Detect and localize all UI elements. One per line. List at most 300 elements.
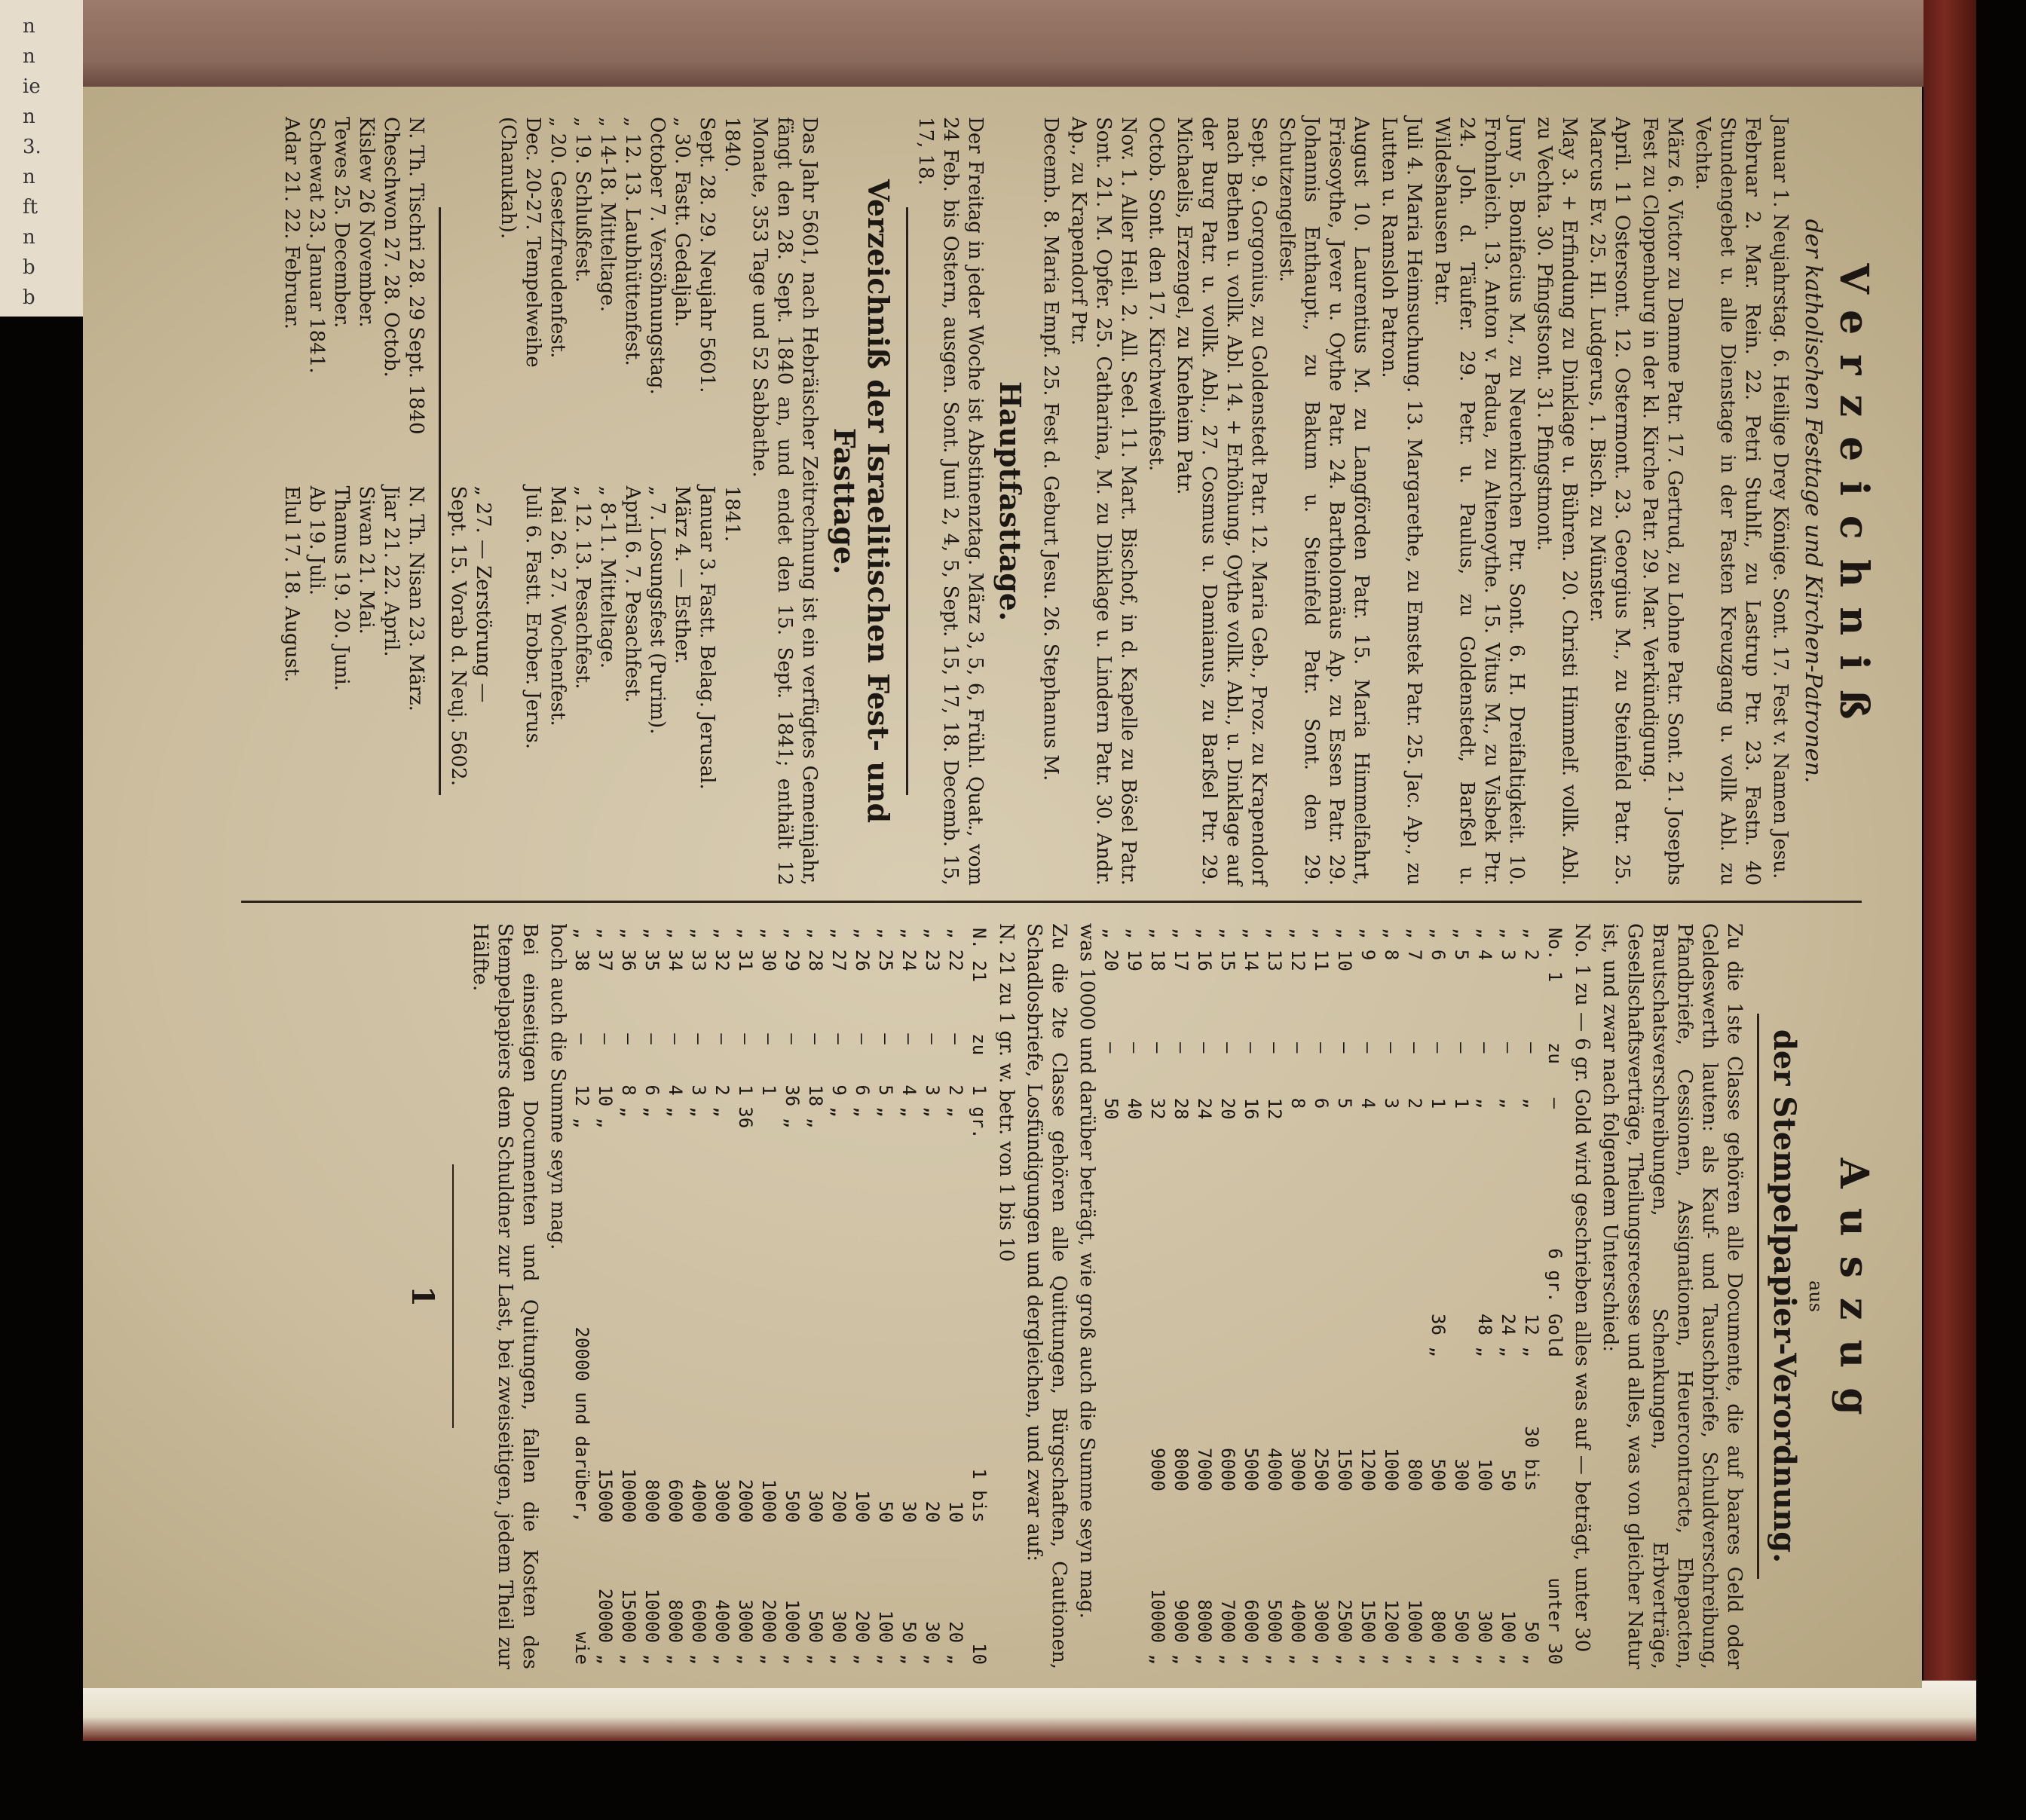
rate-cell: 200 — [828, 1490, 849, 1523]
rate-cell: 1200 — [1357, 1448, 1379, 1491]
class2-head: N. 21 zu 1 gr. w. betr. von 1 bis 10 — [995, 923, 1018, 1262]
rate-cell: 36 „ — [1428, 1314, 1449, 1357]
class2-tail: hoch auch die Summe seyn mag. — [546, 923, 569, 1250]
jewish-date-1841: „ 7. Losungsfest (Purim). — [646, 485, 669, 735]
rate-cell: 4 — [1357, 1097, 1379, 1109]
rate-cell: 100 „ — [875, 1610, 896, 1665]
rate-cell: 2000 „ — [758, 1599, 779, 1665]
rate-cell: 1000 „ — [1404, 1599, 1425, 1665]
jewish-date-row — [545, 117, 570, 886]
jewish-dates — [445, 117, 744, 886]
jewish-date-row — [694, 117, 719, 886]
jewish-date-row — [595, 117, 620, 886]
jewish-intro: Das Jahr 5601, nach Hebräischer Zeitrechnung ist ein verfügtes Gemeinjahr, fängt den 28. Sept. 1840 an, und endet den 15. Sept. 1841; enthält 12 Monate, 353 Tage und 52 Sabbathe. — [748, 117, 821, 886]
rate-row — [1239, 923, 1262, 1669]
rate-cell: — — [618, 1033, 639, 1045]
rate-row — [1122, 923, 1146, 1669]
rate-cell: 1 36 — [735, 1084, 756, 1129]
rate-cell: „ 7 — [1404, 928, 1425, 961]
rate-cell: 50 — [875, 1500, 896, 1523]
jewish-date-row — [470, 117, 495, 886]
rate-cell: „ 20 — [1100, 928, 1122, 971]
rate-cell: — — [665, 1033, 686, 1045]
stempel-title: Auszug — [1831, 1158, 1877, 1435]
jewish-date-1840: Sept. 28. 29. Neujahr 5601. — [696, 117, 718, 393]
jewish-month-row — [403, 117, 428, 886]
rate-cell: „ 31 — [735, 928, 756, 971]
rate-cell: 300 — [805, 1490, 826, 1523]
rate-row — [1169, 923, 1192, 1669]
jewish-month-right: Thamus 19. 20. Juni. — [330, 485, 353, 691]
rate-cell: „ 14 — [1241, 928, 1262, 971]
jewish-date-1841: März 4. — Esther. — [671, 485, 693, 665]
section-rule — [439, 207, 441, 795]
jewish-month-right: N. Th. Nisan 23. März. — [405, 485, 427, 711]
rate-row — [1449, 923, 1473, 1669]
jewish-date-row — [620, 117, 644, 886]
rate-cell: „ 26 — [852, 928, 873, 971]
rate-cell: 3 „ — [922, 1084, 943, 1118]
rate-row — [827, 923, 850, 1669]
rate-row — [1309, 923, 1333, 1669]
rate-cell: „ 37 — [595, 928, 616, 971]
section-rule — [1757, 1014, 1759, 1579]
rate-cell: 50 — [1498, 1469, 1519, 1491]
rate-row — [944, 923, 967, 1669]
rate-cell: 30 „ — [922, 1621, 943, 1665]
rate-cell: 300 „ — [1474, 1610, 1495, 1665]
rate-cell: 6 „ — [641, 1084, 663, 1118]
jewish-month-right: Jiar 21. 22. April. — [380, 485, 402, 657]
rate-cell: — — [1381, 1042, 1402, 1054]
rate-cell: „ 35 — [641, 928, 663, 971]
rate-row — [710, 923, 733, 1669]
jewish-month-row — [304, 117, 329, 886]
rate-cell: wie — [571, 1632, 592, 1665]
stempel-note: Bei einseitigen Documenten und Quitungen, fallen die Kosten des Stempelpapiers dem Schuldner zur Last, bei zweiseitigen, jedem Theil zur Hälfte. — [469, 923, 541, 1669]
rate-cell: — — [852, 1033, 873, 1045]
rate-cell: 1 — [1428, 1097, 1449, 1109]
rate-cell: 4 „ — [665, 1084, 686, 1118]
rate-cell: 4 „ — [898, 1084, 920, 1118]
rate-cell — [1216, 1149, 1239, 1362]
rate-cell — [1192, 1149, 1216, 1362]
festtage-paragraph: August 10. Laurentius M. zu Langförden Patr. 15. Maria Himmelfahrt, Friesoythe, Jever u. Oythe Patr. 24. Bartholomäus Ap. zu Essen Patr. 29. Johannis Enthaupt., zu Bakum u. Steinfeld Patr. Sont. den 29. Schutzengelfest. — [1275, 117, 1373, 886]
rate-cell: 30 bis — [1521, 1426, 1542, 1491]
rate-row — [780, 923, 803, 1669]
rate-row — [1262, 923, 1286, 1669]
class1-tail: was 10000 und darüber beträgt, wie groß auch die Summe seyn mag. — [1076, 923, 1098, 1619]
jewish-month-row — [279, 117, 304, 886]
rate-cell: 7000 „ — [1217, 1599, 1238, 1665]
rate-cell: 20 — [922, 1500, 943, 1523]
stempel-column — [375, 923, 1877, 1669]
rate-cell: — — [1217, 1042, 1238, 1054]
festtage-paragraph: Octob. Sont. den 17. Kirchweihfest. — [1145, 117, 1168, 472]
rate-cell: 5000 „ — [1264, 1599, 1285, 1665]
rate-cell: 3000 — [712, 1479, 733, 1523]
festtage-paragraph: Februar 2. Mar. Rein. 22. Petri Stuhlf., zu Lastrup Ptr. 23. Fastn. 40 Stundengebet u. alle Dienstage in der Fasten Kreuzgang u. vollk Abl. zu Vechta. — [1691, 117, 1764, 886]
jewish-date-1841: Juli 6. Fastt. Erober. Jerus. — [522, 485, 544, 750]
jewish-months — [279, 117, 428, 886]
rate-cell: „ 18 — [1147, 928, 1168, 971]
rate-cell: 30 — [898, 1500, 920, 1523]
rate-cell: 8 — [1287, 1097, 1308, 1109]
rate-cell: „ 32 — [712, 928, 733, 971]
jewish-month-left: N. Th. Tischri 28. 29 Sept. 1840 — [405, 117, 427, 435]
footer-rule — [452, 1164, 454, 1428]
rate-cell: „ 19 — [1124, 928, 1145, 971]
rate-cell: 20000 „ — [595, 1588, 616, 1665]
rate-cell: — — [898, 1033, 920, 1045]
rate-cell: 2 „ — [945, 1084, 966, 1118]
rate-row — [1333, 923, 1356, 1669]
rate-cell: „ 23 — [922, 928, 943, 971]
rate-cell: 10 — [969, 1643, 990, 1665]
rate-cell: „ — [1498, 1097, 1519, 1109]
rate-cell — [1122, 1362, 1146, 1496]
jewish-date-row — [719, 117, 744, 886]
class1-head: No. 1 zu — 6 gr. Gold wird geschrieben alles was auf — beträgt, unter 30 — [1571, 923, 1593, 1653]
rate-cell: 6 — [1311, 1097, 1332, 1109]
rate-cell: 36 „ — [782, 1084, 803, 1129]
class2-table — [570, 923, 990, 1669]
rate-cell: 48 „ — [1474, 1314, 1495, 1357]
rate-cell: — — [1287, 1042, 1308, 1054]
rate-cell: 6 „ — [852, 1084, 873, 1118]
previous-page-edge — [0, 0, 83, 317]
rate-row — [593, 923, 617, 1669]
rate-cell — [1379, 1149, 1403, 1362]
previous-page-letter: n — [23, 15, 35, 38]
rate-cell: „ 13 — [1264, 928, 1285, 971]
rate-cell: — — [1521, 1042, 1542, 1054]
rate-cell: 100 „ — [1498, 1610, 1519, 1665]
jewish-title: Verzeichniß der Israelitischen Fest- und Fasttage. — [828, 179, 895, 824]
previous-page-letter: ft — [23, 196, 38, 219]
rate-row — [803, 923, 827, 1669]
rate-row — [1216, 923, 1239, 1669]
rate-cell — [1449, 1149, 1473, 1362]
rate-cell: „ 27 — [828, 928, 849, 971]
rate-cell: 1000 — [1381, 1448, 1402, 1491]
jewish-month-left: Adar 21. 22. Februar. — [280, 117, 303, 330]
rate-cell — [1122, 1149, 1146, 1362]
rate-cell: 2500 — [1311, 1448, 1332, 1491]
jewish-date-row — [644, 117, 669, 886]
jewish-date-row — [495, 117, 545, 886]
rate-row — [1099, 923, 1122, 1669]
rate-cell — [1099, 1496, 1122, 1669]
rate-cell: — — [828, 1033, 849, 1045]
festtage-paragraph: Januar 1. Neujahrstag. 6. Heilige Drey Könige. Sont. 17. Fest v. Namen Jesu. — [1769, 117, 1792, 879]
rate-cell: 40 — [1124, 1097, 1145, 1120]
rate-cell: 12 „ — [571, 1084, 592, 1129]
rate-cell: 4000 „ — [712, 1599, 733, 1665]
rate-cell: — — [1100, 1042, 1122, 1054]
jewish-date-1840: „ 12. 13. Laubhüttenfest. — [621, 117, 644, 366]
rate-cell: — — [1357, 1042, 1379, 1054]
rate-cell: „ — [1521, 1097, 1542, 1109]
rate-row — [1146, 923, 1169, 1669]
rate-cell: 10 „ — [595, 1084, 616, 1129]
rate-row — [663, 923, 687, 1669]
rate-cell: 1 — [1451, 1097, 1472, 1109]
festtage-paragraph: Nov. 1. Aller Heil. 2. All. Seel. 11. Mart. Bischof, in d. Kapelle zu Bösel Patr. Sont. 21. M. Opfer. 25. Catharina, M. zu Dinklage u. Lindern Patr. 30. Andr. Ap., zu Krapendorf Ptr. — [1067, 117, 1140, 886]
rate-cell: 1500 „ — [1357, 1599, 1379, 1665]
rate-row — [1379, 923, 1403, 1669]
rate-cell: — — [1544, 1097, 1565, 1109]
previous-page-letter: ie — [23, 75, 41, 98]
rate-cell: — — [1334, 1042, 1355, 1054]
rate-cell: 300 „ — [828, 1610, 849, 1665]
rate-cell: 2500 „ — [1334, 1599, 1355, 1665]
rate-cell: zu — [1544, 1042, 1565, 1064]
rate-cell — [1309, 1149, 1333, 1362]
rate-cell: 5 „ — [875, 1084, 896, 1118]
rate-cell: — — [782, 1033, 803, 1045]
rate-row — [1473, 923, 1496, 1669]
jewish-date-1840: October 7. Versöhnungstag. — [646, 117, 669, 395]
jewish-date-1841: April 6. 7. Pesachfest. — [621, 485, 644, 703]
rate-cell: „ 4 — [1474, 928, 1495, 961]
rate-cell: „ — [1474, 1097, 1495, 1109]
almanac-page — [83, 87, 1922, 1688]
rate-cell: 20000 und darüber, — [571, 1326, 592, 1523]
jewish-date-row — [445, 117, 470, 886]
rate-cell: 32 — [1147, 1097, 1168, 1120]
page-number: 1 — [405, 1286, 440, 1307]
rate-cell: 9000 „ — [1171, 1599, 1192, 1665]
rate-row — [1192, 923, 1216, 1669]
jewish-date-row — [570, 117, 595, 886]
rate-cell: 4000 „ — [1287, 1599, 1308, 1665]
rate-cell: 200 „ — [852, 1610, 873, 1665]
fasttage-text: Der Freitag in jeder Woche ist Abstinenztag. März 3, 5, 6, Frühl. Quat., vom 24 Feb. bis Ostern, ausgen. Sont. Juni 2, 4, 5, Sept. 15, 17, 18. Decemb. 15, 17, 18. — [914, 117, 987, 886]
rate-cell: 24 „ — [1498, 1314, 1519, 1357]
jewish-month-row — [378, 117, 403, 886]
rate-cell: — — [758, 1033, 779, 1045]
jewish-date-1841: „ 12. 13. Pesachfest. — [571, 485, 594, 690]
rate-cell: 8000 — [641, 1479, 663, 1523]
rate-cell — [1262, 1149, 1286, 1362]
rate-cell: 2 „ — [712, 1084, 733, 1118]
rate-row — [687, 923, 710, 1669]
rate-cell: „ 22 — [945, 928, 966, 971]
rate-cell: „ 11 — [1311, 928, 1332, 971]
column-divider — [241, 901, 1862, 903]
jewish-date-1840 — [445, 117, 470, 486]
rate-cell: No. 1 — [1544, 928, 1565, 983]
rate-row — [1403, 923, 1426, 1669]
rate-cell: — — [1451, 1042, 1472, 1054]
rate-cell: zu — [969, 1033, 990, 1056]
rate-cell: 8000 „ — [665, 1599, 686, 1665]
rate-cell: 12 „ — [1521, 1314, 1542, 1357]
jewish-month-left: Tewes 25. December. — [330, 117, 353, 329]
rate-cell: — — [875, 1033, 896, 1045]
book-page-stack — [83, 1681, 1976, 1741]
jewish-date-1841: Januar 3. Fastt. Belag. Jerusal. — [696, 485, 718, 790]
rate-cell: 20 — [1217, 1097, 1238, 1120]
rate-row — [640, 923, 663, 1669]
rate-cell: „ 3 — [1498, 928, 1519, 961]
jewish-date-1840: „ 30. Fastt. Gedaljah. — [671, 117, 693, 328]
stempel-subtitle: der Stempelpapier-Verordnung. — [1767, 1029, 1802, 1564]
festtage-paragraph: Decemb. 8. Maria Empf. 25. Fest d. Geburt Jesu. 26. Stephanus M. — [1039, 117, 1062, 782]
rate-row — [897, 923, 920, 1669]
rate-cell: N. 21 — [969, 928, 990, 983]
rate-cell: — — [1241, 1042, 1262, 1054]
rate-cell: „ 6 — [1428, 928, 1449, 961]
rate-cell: „ 2 — [1521, 928, 1542, 961]
rate-cell: 50 „ — [1521, 1621, 1542, 1665]
rate-row — [757, 923, 780, 1669]
rate-cell: 2 — [1404, 1097, 1425, 1109]
previous-page-letter: b — [23, 256, 35, 279]
rate-cell: „ 30 — [758, 928, 779, 971]
rate-cell: „ 10 — [1334, 928, 1355, 971]
jewish-month-right: Elul 17. 18. August. — [280, 485, 303, 683]
jewish-date-1841: 1841. — [721, 485, 743, 543]
rate-cell — [1122, 1496, 1146, 1669]
book-cover-edge — [1923, 0, 1976, 1741]
rate-cell: „ 36 — [618, 928, 639, 971]
stempel-aus: aus — [1805, 1280, 1826, 1313]
rate-cell: — — [571, 1033, 592, 1045]
rate-cell: — — [922, 1033, 943, 1045]
rate-cell: 15000 — [595, 1468, 616, 1523]
rate-row — [920, 923, 944, 1669]
jewish-date-1840 — [470, 117, 495, 486]
rate-cell — [1239, 1149, 1262, 1362]
rate-cell: „ 15 — [1217, 928, 1238, 971]
rate-cell: 10 — [945, 1500, 966, 1523]
rate-row — [1356, 923, 1379, 1669]
rate-cell: — — [1404, 1042, 1425, 1054]
rate-cell: 4000 — [688, 1479, 709, 1523]
rate-cell: „ 38 — [571, 928, 592, 971]
previous-page-letter: 3. — [23, 136, 41, 158]
rate-cell: 10000 „ — [641, 1588, 663, 1665]
rate-cell: 10000 — [618, 1468, 639, 1523]
rate-cell: 500 „ — [1451, 1610, 1472, 1665]
jewish-date-1841: „ 27. — Zerstörung — — [472, 485, 494, 703]
jewish-date-1841: „ 8-11. Mitteltage. — [596, 485, 619, 669]
rate-cell: — — [805, 1033, 826, 1045]
section-rule — [906, 207, 908, 795]
rate-cell: 1000 „ — [782, 1599, 803, 1665]
rate-cell: 1 bis — [969, 1468, 990, 1523]
rate-cell: 15000 „ — [618, 1588, 639, 1665]
jewish-date-1840: Dec. 20-27. Tempelweihe (Chanukah). — [497, 117, 544, 368]
rate-cell: 1 gr. — [969, 1084, 990, 1139]
jewish-month-row — [329, 117, 353, 886]
rate-cell: „ 16 — [1194, 928, 1215, 971]
rate-cell: 3000 — [1287, 1448, 1308, 1491]
jewish-month-row — [353, 117, 378, 886]
rate-cell: 50 „ — [898, 1621, 920, 1665]
book-binding-top — [83, 0, 1952, 87]
rate-cell: 6000 — [665, 1479, 686, 1523]
rate-cell: 3000 „ — [735, 1599, 756, 1665]
jewish-month-right: Siwan 21. Mai. — [355, 485, 378, 635]
rate-cell: — — [595, 1033, 616, 1045]
previous-page-letter: n — [23, 166, 35, 188]
previous-page-letter: n — [23, 45, 35, 68]
rate-cell: 6 gr. Gold — [1544, 1248, 1565, 1357]
rate-cell: 9000 — [1147, 1448, 1168, 1491]
rate-cell: 1000 — [758, 1479, 779, 1523]
rate-cell: 10000 „ — [1147, 1588, 1168, 1665]
rate-cell: 18 „ — [805, 1084, 826, 1129]
rate-cell: — — [712, 1033, 733, 1045]
jewish-date-1840: 1840. — [721, 117, 743, 173]
rate-cell: — — [1194, 1042, 1215, 1054]
rotated-print-area — [83, 87, 1922, 1688]
festtage-paragraph: Juny 5. Bonifacius M., zu Neuenkirchen Ptr. Sont. 6. H. Dreifaltigkeit. 10. Frohnleich. 13. Anton v. Padua, zu Altenoythe. 15. Vitus M., zu Visbek Ptr. 24. Joh. d. Täufer. 29. Petr. u. Paulus, zu Goldenstedt, Barßel u. Wildeshausen Patr. — [1431, 117, 1528, 886]
rate-cell: 3 — [1381, 1097, 1402, 1109]
festtage-paragraph: April. 11 Ostersont. 12. Ostermont. 23. Georgius M., zu Steinfeld Patr. 25. Marcus Ev. 25. Hl. Ludgerus, 1. Bisch. zu Münster. — [1586, 117, 1633, 886]
rate-cell — [1286, 1149, 1309, 1362]
jewish-date-1840: „ 14-18. Mitteltage. — [596, 117, 619, 312]
stempel-intro: Zu die 1ste Classe gehören alle Documente, die auf baares Geld oder Geldeswerth lauten: als Kauf- und Tauschbriefe, Schuldverschreibung, Pfandbriefe, Cessionen, Assignationen, Heuercontracte, Ehepacten, Brautschatsverschreibungen, Schenkungen, Erbverträge, Gesellschaftsverträge, Theilungsrecesse und alles, was von gleicher Natur ist, und zwar nach folgendem Unterschied: — [1599, 923, 1746, 1669]
rate-cell: 800 — [1404, 1458, 1425, 1491]
rate-cell: 3 „ — [688, 1084, 709, 1118]
rate-cell: — — [1147, 1042, 1168, 1054]
rate-cell: 7000 — [1194, 1448, 1215, 1491]
jewish-date-1840: „ 19. Schlußfest. — [571, 117, 594, 283]
rate-cell: 800 „ — [1428, 1610, 1449, 1665]
jewish-date-row — [669, 117, 694, 886]
rate-cell — [1169, 1149, 1192, 1362]
rate-row — [1426, 923, 1449, 1669]
rate-cell — [1099, 1362, 1122, 1496]
rate-cell: „ 17 — [1171, 928, 1192, 971]
festtage-paragraph: März 6. Victor zu Damme Patr. 17. Gertrud, zu Lohne Patr. Sont. 21. Josephs Fest zu Cloppenburg in der kl. Kirche Patr. 29. Mar. Verkündigung. — [1639, 117, 1686, 886]
rate-cell: 1 — [758, 1084, 779, 1096]
fasttage-title: Hauptfasttage. — [993, 381, 1027, 622]
rate-cell: 20 „ — [945, 1621, 966, 1665]
rate-row — [570, 923, 593, 1669]
rate-cell: 1500 — [1334, 1448, 1355, 1491]
jewish-month-right: Ab 19. Juli. — [305, 485, 328, 595]
class1-table — [1099, 923, 1566, 1669]
rate-cell: 6000 — [1217, 1448, 1238, 1491]
rate-cell: — — [641, 1033, 663, 1045]
jewish-month-left: Kislew 26 November. — [355, 117, 378, 328]
rate-cell: 8000 — [1171, 1448, 1192, 1491]
rate-cell: 2000 — [735, 1479, 756, 1523]
rate-cell: „ 9 — [1357, 928, 1379, 961]
rate-cell: — — [1171, 1042, 1192, 1054]
rate-cell: „ 29 — [782, 928, 803, 971]
rate-cell — [1403, 1149, 1426, 1362]
rate-row — [733, 923, 757, 1669]
jewish-date-1840: „ 20. Gesetzfreudenfest. — [546, 117, 569, 359]
rate-cell: 50 — [1100, 1097, 1122, 1120]
rate-cell: 100 — [1474, 1458, 1495, 1491]
rate-cell: 300 — [1451, 1458, 1472, 1491]
rate-cell: 3000 „ — [1311, 1599, 1332, 1665]
previous-page-letter: n — [23, 106, 35, 128]
festtage-paragraph: Sept. 9. Gorgonius, zu Goldenstedt Patr. 12. Maria Geb., Proz. zu Krapendorf nach Bethen u. vollk. Abl. 14. + Erhöhung, Oythe vollk. Abl., u. Dinklage auf der Burg Patr. u. vollk. Abl., 27. Cosmus u. Damianus, zu Barßel Ptr. 29. Michaelis, Erzengel, zu Kneheim Patr. — [1173, 117, 1270, 886]
rate-cell: 6000 „ — [688, 1599, 709, 1665]
previous-page-letter: n — [23, 226, 35, 249]
rate-cell: „ 25 — [875, 928, 896, 971]
jewish-month-left: Schewat 23. Januar 1841. — [305, 117, 328, 374]
rate-cell: — — [1124, 1042, 1145, 1054]
